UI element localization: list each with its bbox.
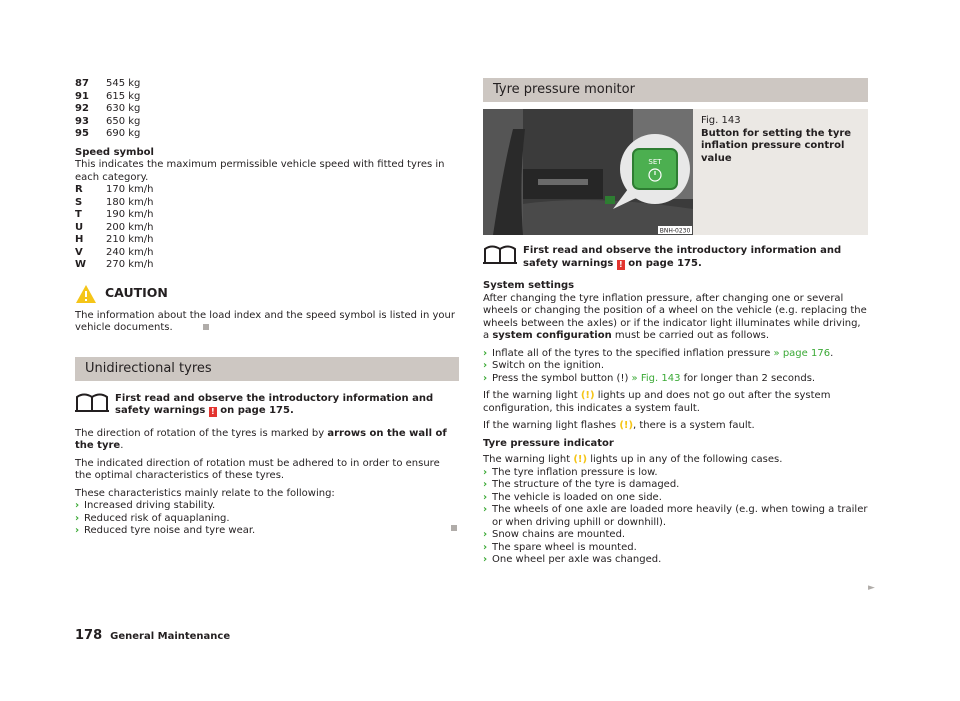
book-icon [75, 391, 109, 413]
table-row: T 190 km/h [75, 209, 154, 220]
speed-table [75, 184, 459, 272]
arrow-icon: › [75, 500, 80, 511]
figure-title: Button for setting the tyre inflation pressure control value [701, 127, 852, 164]
set-label: SET [648, 158, 662, 166]
tpms-warning-icon: (!) [580, 390, 595, 401]
list-item: › The vehicle is loaded on one side. [483, 491, 662, 503]
arrow-icon: › [483, 554, 488, 565]
table-row: 87 545 kg [75, 78, 141, 89]
intro-note: First read and observe the introductory information and safety warnings ! on page 175. [75, 391, 459, 418]
table-row: U 200 km/h [75, 221, 154, 233]
continue-arrow-icon: ► [868, 583, 875, 593]
page-footer [75, 630, 230, 644]
paragraph: The indicated direction of rotation must be adhered to in order to ensure the optimal characteristics of these tyres. [75, 457, 440, 481]
list-item: › The tyre inflation pressure is low. [483, 466, 658, 478]
arrow-icon: › [483, 466, 488, 478]
caution-box [75, 284, 459, 304]
table-row: 92 630 kg [75, 103, 141, 114]
warning-excl-icon: ! [617, 260, 625, 270]
tpms-warning-icon: (!) [619, 420, 634, 431]
paragraph: If the warning light flashes (!), there is a system fault. [483, 420, 755, 431]
indicator-heading: Tyre pressure indicator [483, 437, 614, 449]
right-column [483, 78, 868, 567]
arrow-icon: › [483, 372, 488, 384]
section-end-icon [451, 525, 457, 531]
tpms-warning-icon: (!) [573, 454, 588, 465]
table-row: 93 650 kg [75, 115, 141, 127]
speed-heading: Speed symbol [75, 146, 154, 158]
paragraph: After changing the tyre inflation pressure, after changing one or several wheels or changing the position of a wheel on the vehicle (e.g. replacing the wheels between the axles) or if the indicator light illuminates while driving, a system configuration must be carried out as follows. [483, 292, 867, 341]
paragraph: The direction of rotation of the tyres is marked by arrows on the wall of the tyre. [75, 427, 447, 451]
list-item: › Inflate all of the tyres to the specified inflation pressure » page 176. [483, 347, 834, 359]
table-row: 95 690 kg [75, 128, 141, 139]
table-row: R 170 km/h [75, 184, 154, 195]
arrow-icon: › [483, 347, 488, 359]
load-index-table [75, 78, 459, 141]
table-row: S 180 km/h [75, 196, 154, 208]
list-item: › Increased driving stability. [75, 500, 216, 511]
table-row: V 240 km/h [75, 246, 154, 258]
paragraph: If the warning light (!) lights up and does not go out after the system configuration, this indicates a system fault. [483, 390, 831, 414]
section-end-icon [203, 324, 209, 330]
figure-number: Fig. 143 [701, 115, 741, 126]
speed-desc: This indicates the maximum permissible vehicle speed with fitted tyres in each category. [75, 159, 445, 183]
arrow-icon: › [75, 512, 80, 524]
paragraph: These characteristics mainly relate to the following: [75, 487, 335, 499]
table-row: W 270 km/h [75, 259, 154, 270]
figure-caption [693, 109, 868, 235]
caution-title: CAUTION [105, 285, 168, 301]
list-item: › The structure of the tyre is damaged. [483, 479, 680, 490]
unidirectional-title: Unidirectional tyres [75, 357, 459, 381]
list-item: › The spare wheel is mounted. [483, 541, 637, 553]
arrow-icon: › [483, 479, 488, 490]
page-link[interactable]: » page 176 [773, 347, 831, 359]
figure-link[interactable]: » Fig. 143 [631, 372, 681, 384]
warning-excl-icon: ! [209, 407, 217, 417]
arrow-icon: › [483, 541, 488, 553]
system-settings-heading: System settings [483, 280, 575, 291]
list-item: › Reduced risk of aquaplaning. [75, 512, 230, 524]
arrow-icon: › [483, 360, 488, 371]
chapter-title: General Maintenance [110, 631, 231, 642]
arrow-icon: › [483, 491, 488, 503]
list-item: › Reduced tyre noise and tyre wear. [75, 525, 459, 538]
table-row: 91 615 kg [75, 90, 141, 102]
list-item: › Switch on the ignition. [483, 360, 605, 371]
page-number: 178 [75, 628, 103, 643]
book-icon [483, 243, 517, 265]
figure-code: BNH-0230 [659, 227, 691, 235]
list-item: › Snow chains are mounted. [483, 529, 626, 540]
tpms-button-photo [483, 109, 693, 235]
list-item: › One wheel per axle was changed. [483, 554, 662, 565]
tpms-button-icon: (!) [616, 372, 629, 384]
figure-143 [483, 109, 868, 235]
caution-text: The information about the load index and the speed symbol is listed in your vehicle documents. [75, 309, 455, 333]
left-column [75, 78, 459, 538]
caution-triangle-icon [75, 284, 97, 304]
arrow-icon: › [75, 525, 80, 536]
monitor-title: Tyre pressure monitor [483, 78, 868, 102]
arrow-icon: › [483, 504, 488, 515]
table-row: H 210 km/h [75, 234, 154, 245]
list-item: › The wheels of one axle are loaded more heavily (e.g. when towing a trailer or when driving uphill or downhill). [483, 504, 868, 528]
list-item: › Press the symbol button (!) » Fig. 143 for longer than 2 seconds. [483, 372, 816, 384]
paragraph: The warning light (!) lights up in any of the following cases. [483, 454, 783, 465]
intro-note: First read and observe the introductory information and safety warnings ! on page 175. [483, 243, 868, 270]
arrow-icon: › [483, 529, 488, 540]
